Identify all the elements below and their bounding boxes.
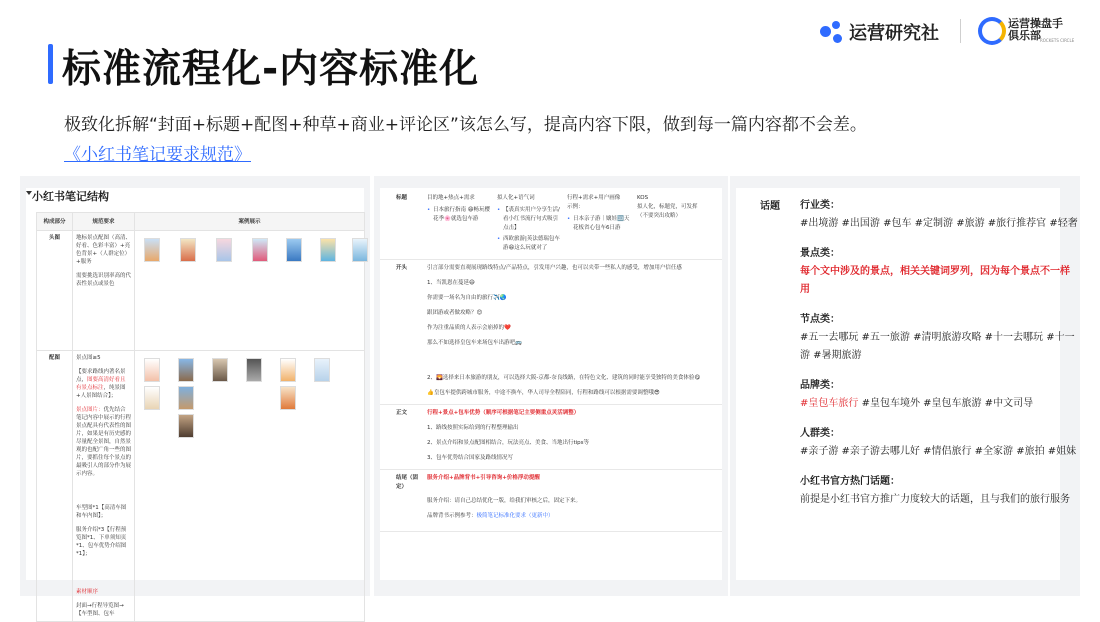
thumbnail-image xyxy=(178,358,194,382)
table-header-row xyxy=(37,213,365,231)
club-ring-icon xyxy=(978,17,1006,45)
content-spec-panel xyxy=(380,188,722,580)
note-structure-panel xyxy=(26,188,364,617)
topic-category-title: 品牌类： xyxy=(800,380,840,391)
row-label: 标题 xyxy=(380,190,424,260)
column-header: 构成部分 xyxy=(37,213,73,231)
cover-thumbnails xyxy=(138,234,361,304)
row-label: 头图 xyxy=(37,231,73,351)
club-subtitle: ROCKETS CIRCLE xyxy=(1040,38,1075,43)
formula-column: 目的地+热点+需求 • 日本旅行指南 😄畅玩樱花季🌸就选包车游 xyxy=(427,194,493,226)
thumbnail-image xyxy=(286,238,302,262)
thumbnail-image xyxy=(144,386,160,410)
topic-category-title: 景点类： xyxy=(800,248,840,259)
topic-category-title: 人群类： xyxy=(800,428,840,439)
topic-line: 用 xyxy=(800,284,810,295)
thumbnail-image xyxy=(144,238,160,262)
ending-cell: 服务介绍+品牌背书+引导咨询+价格浮动提醒 服务介绍：请自己总结优化一版，给我们审核之后，固定下来。 品牌背书示例参考：极简笔记标准化要求（更新中） xyxy=(424,470,722,532)
club-name: 运营操盘手 俱乐部 xyxy=(1008,17,1063,42)
topic-line: #亲子游 #亲子游去哪儿好 #情侣旅行 #全家游 #旅拍 #姐妹 xyxy=(800,446,1077,457)
thumbnail-image xyxy=(280,358,296,382)
table-row xyxy=(37,351,365,622)
topic-line: #五一去哪玩 #五一旅游 #清明旅游攻略 #十一去哪玩 #十一 xyxy=(800,332,1075,343)
brand-dots-icon xyxy=(820,20,844,44)
column-header: 规范要求 xyxy=(73,213,135,231)
topic-line: #皇包车旅行 #皇包车境外 #皇包车旅游 #中文司导 xyxy=(800,398,1034,409)
thumbnail-image xyxy=(246,358,262,382)
thumbnail-image xyxy=(216,238,232,262)
row-label: 配图 xyxy=(37,351,73,622)
formula-column: 拟人化+语气词 • 【裘真实用户分享生活/看小红书流行句式吸引点击】 • 西欧旅游|英法德瑞包车游😄这么玩就对了 xyxy=(497,194,563,255)
spec-doc-link[interactable]: 《小红书笔记要求规范》 xyxy=(64,145,251,165)
brand-guide-link[interactable]: 极简笔记标准化要求（更新中） xyxy=(476,513,554,519)
topic-line: 每个文中涉及的景点，相关关键词罗列，因为每个景点不一样 xyxy=(800,266,1070,277)
topic-category-title: 行业类： xyxy=(800,200,840,211)
row-label: 结尾（固定） xyxy=(380,470,424,532)
table-row xyxy=(37,231,365,351)
row-label: 话题 xyxy=(760,201,780,212)
topic-category-title: 节点类： xyxy=(800,314,840,325)
column-header: 案例展示 xyxy=(135,213,365,231)
row-label: 正文 xyxy=(380,405,424,470)
panel-heading: 小红书笔记结构 xyxy=(32,190,109,203)
thumbnail-image xyxy=(280,386,296,410)
requirement-cell: 地标景点配图（高清、好看、色彩丰富）+亮色背景+（人群定位）+服务 需要挑选识别率高的代表性景点或景色 xyxy=(73,231,135,351)
thumbnail-image xyxy=(178,386,194,410)
opening-cell: 引言部分需要直观展现路线特点/产品特点，引发用户兴趣，也可以夹带一些私人的感受，增加用户信任感 1、当凯恩在蔓延😄 你需要一场名为自由的旅行✈️🌏 跟团游或者做攻略？😊 作为注重品质的人表示会崩掉的❤️ 那么不如选择皇包车来场包车出游吧🚌 2、🌄选择来日本旅游的朋友，可以选择大阪-京都-奈良线路，在特色文化、建筑的同时能享受独特的美食体验😋 👍皇包车提供跨城市服务，中途不换车，华人司导全程陪同，行程和路线可以根据需要调整哦😎 xyxy=(424,260,722,405)
structure-table xyxy=(36,212,365,622)
body-cell: 行程+景点+包车优势（顺序可根据笔记主要侧重点灵活调整） 1、路线按照实际给到的行程整理输出 2、景点介绍和景点配图相结合，玩法亮点、美食、当地出行tips等 3、包车优势结合国家及路线情况写 xyxy=(424,405,722,470)
requirement-cell: 景点图≥5 【要求路线内著名景点，图要高清好看且有景点标注，纯景图+人景图结合】； 景点图片：优先结合笔记内容中展示的行程景点配具有代表性的图片，如果是有历史感的尽量配全景图，自然景观的也配广角一些的图片，要抓住每个景点的最吸引人的部分作为展示内容。 车型图*1【高清车图和车内图】； 服务介绍*3【行程预览图*1、下单须知页*1、包车优势介绍图*1】； 素材顺序 封面→行程导览图→【车型图、包车 xyxy=(73,351,135,622)
thumbnail-image xyxy=(352,238,368,262)
image-thumbnails xyxy=(138,354,361,574)
brand-name: 运营研究社 xyxy=(849,23,939,44)
thumbnail-image xyxy=(178,414,194,438)
thumbnail-image xyxy=(252,238,268,262)
topics-panel xyxy=(736,188,1078,580)
formula-column: KOS 拟人化，标题党，可发挥（不要突出攻略） xyxy=(637,195,698,219)
topics-list xyxy=(800,197,1100,509)
row-label: 开头 xyxy=(380,260,424,405)
example-cell xyxy=(135,231,365,351)
thumbnail-image xyxy=(320,238,336,262)
topic-line: 前提是小红书官方推广力度较大的话题，且与我们的旅行服务 xyxy=(800,494,1070,505)
table-row xyxy=(380,260,722,405)
content-spec-table xyxy=(380,190,722,532)
thumbnail-image xyxy=(144,358,160,382)
topic-line: 游 #暑期旅游 xyxy=(800,350,862,361)
title-accent-bar xyxy=(48,44,53,84)
thumbnail-image xyxy=(314,358,330,382)
formula-column: 行程+需求+用户画像 示例： • 日本亲子游｜嬢娃🈁天花板省心包车6日游 xyxy=(567,194,633,235)
page-title: 标准流程化-内容标准化 xyxy=(62,47,480,92)
table-row xyxy=(380,470,722,532)
topic-line: #出境游 #出国游 #包车 #定制游 #旅游 #旅行推荐官 #轻奢 xyxy=(800,218,1078,229)
topic-category-title: 小红书官方热门话题： xyxy=(800,476,900,487)
page-subtitle: 极致化拆解“封面+标题+配图+种草+商业+评论区”该怎么写，提高内容下限，做到每一篇内容都不会差。 xyxy=(64,115,867,135)
table-row xyxy=(380,190,722,260)
thumbnail-image xyxy=(180,238,196,262)
thumbnail-image xyxy=(212,358,228,382)
brand-logo xyxy=(820,20,939,44)
brand-divider xyxy=(960,19,961,43)
title-formulas-cell xyxy=(424,190,722,260)
table-row xyxy=(380,405,722,470)
example-cell xyxy=(135,351,365,622)
